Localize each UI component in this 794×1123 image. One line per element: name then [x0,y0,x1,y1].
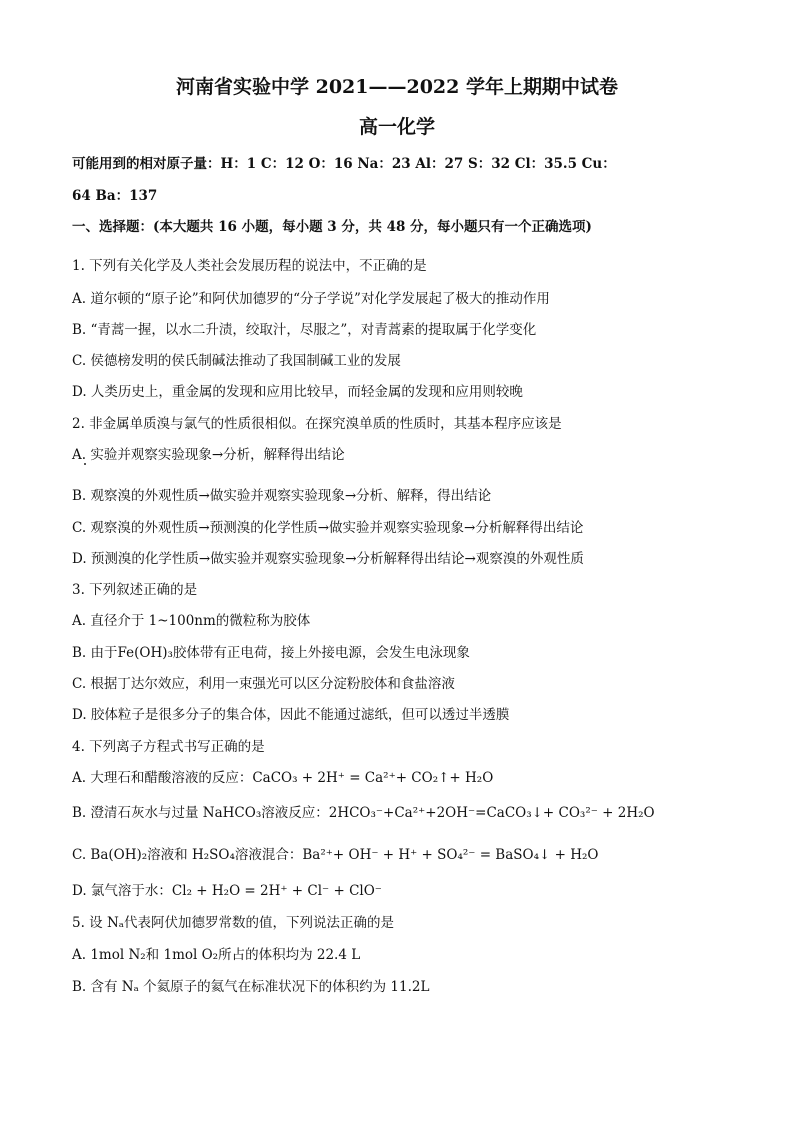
question-4-stem: 4. 下列离子方程式书写正确的是 [72,739,265,755]
question-3-option-c: C. 根据丁达尔效应，利用一束强光可以区分淀粉胶体和食盐溶液 [72,676,455,692]
question-5-option-b: B. 含有 Nₐ 个氦原子的氦气在标准状况下的体积约为 11.2L [72,979,430,995]
question-3-option-d: D. 胶体粒子是很多分子的集合体，因此不能通过滤纸，但可以透过半透膜 [72,707,510,723]
question-1-option-b: B. “青蒿一握，以水二升渍，绞取汁，尽服之”，对青蒿素的提取属于化学变化 [72,322,537,338]
question-5-option-a: A. 1mol N₂和 1mol O₂所占的体积均为 22.4 L [72,947,361,963]
question-2-option-b: B. 观察溴的外观性质→做实验并观察实验现象→分析、解释，得出结论 [72,488,492,504]
question-4-option-b: B. 澄清石灰水与过量 NaHCO₃溶液反应：2HCO₃⁻+Ca²⁺+2OH⁻=CaCO₃↓+ CO₃²⁻ + 2H₂O [72,805,655,821]
question-4-option-d: D. 氯气溶于水：Cl₂ + H₂O = 2H⁺ + Cl⁻ + ClO⁻ [72,883,382,899]
atomic-mass-line-1: 可能用到的相对原子量：H：1 C：12 O：16 Na：23 Al：27 S：32 Cl：35.5 Cu： [72,156,616,172]
question-3-option-b: B. 由于Fe(OH)₃胶体带有正电荷，接上外接电源，会发生电泳现象 [72,645,470,661]
question-3-stem: 3. 下列叙述正确的是 [72,582,198,598]
exam-title: 河南省实验中学 2021——2022 学年上期期中试卷 [176,76,618,98]
stray-mark [84,463,86,465]
question-1-option-d: D. 人类历史上，重金属的发现和应用比较早，而轻金属的发现和应用则较晚 [72,384,523,400]
question-1-stem: 1. 下列有关化学及人类社会发展历程的说法中，不正确的是 [72,258,427,274]
question-2-option-c: C. 观察溴的外观性质→预测溴的化学性质→做实验并观察实验现象→分析解释得出结论 [72,520,584,536]
subject-title: 高一化学 [358,116,435,138]
atomic-mass-line-2: 64 Ba：137 [72,188,158,204]
question-1-option-a: A. 道尔顿的“原子论”和阿伏加德罗的“分子学说”对化学发展起了极大的推动作用 [72,291,550,307]
question-4-option-a: A. 大理石和醋酸溶液的反应：CaCO₃ + 2H⁺ = Ca²⁺+ CO₂↑+ H₂O [72,770,494,786]
question-2-option-a: A. 实验并观察实验现象→分析，解释得出结论 [72,447,345,463]
question-5-stem: 5. 设 Nₐ代表阿伏加德罗常数的值，下列说法正确的是 [72,915,394,931]
question-2-stem: 2. 非金属单质溴与氯气的性质很相似。在探究溴单质的性质时，其基本程序应该是 [72,416,562,432]
question-1-option-c: C. 侯德榜发明的侯氏制碱法推动了我国制碱工业的发展 [72,353,401,369]
question-3-option-a: A. 直径介于 1~100nm的微粒称为胶体 [72,613,311,629]
question-4-option-c: C. Ba(OH)₂溶液和 H₂SO₄溶液混合：Ba²⁺+ OH⁻ + H⁺ + SO₄²⁻ = BaSO₄↓ + H₂O [72,847,599,863]
section-heading: 一、选择题：(本大题共 16 小题，每小题 3 分，共 48 分，每小题只有一个正确选项) [72,219,592,235]
question-2-option-d: D. 预测溴的化学性质→做实验并观察实验现象→分析解释得出结论→观察溴的外观性质 [72,551,584,567]
